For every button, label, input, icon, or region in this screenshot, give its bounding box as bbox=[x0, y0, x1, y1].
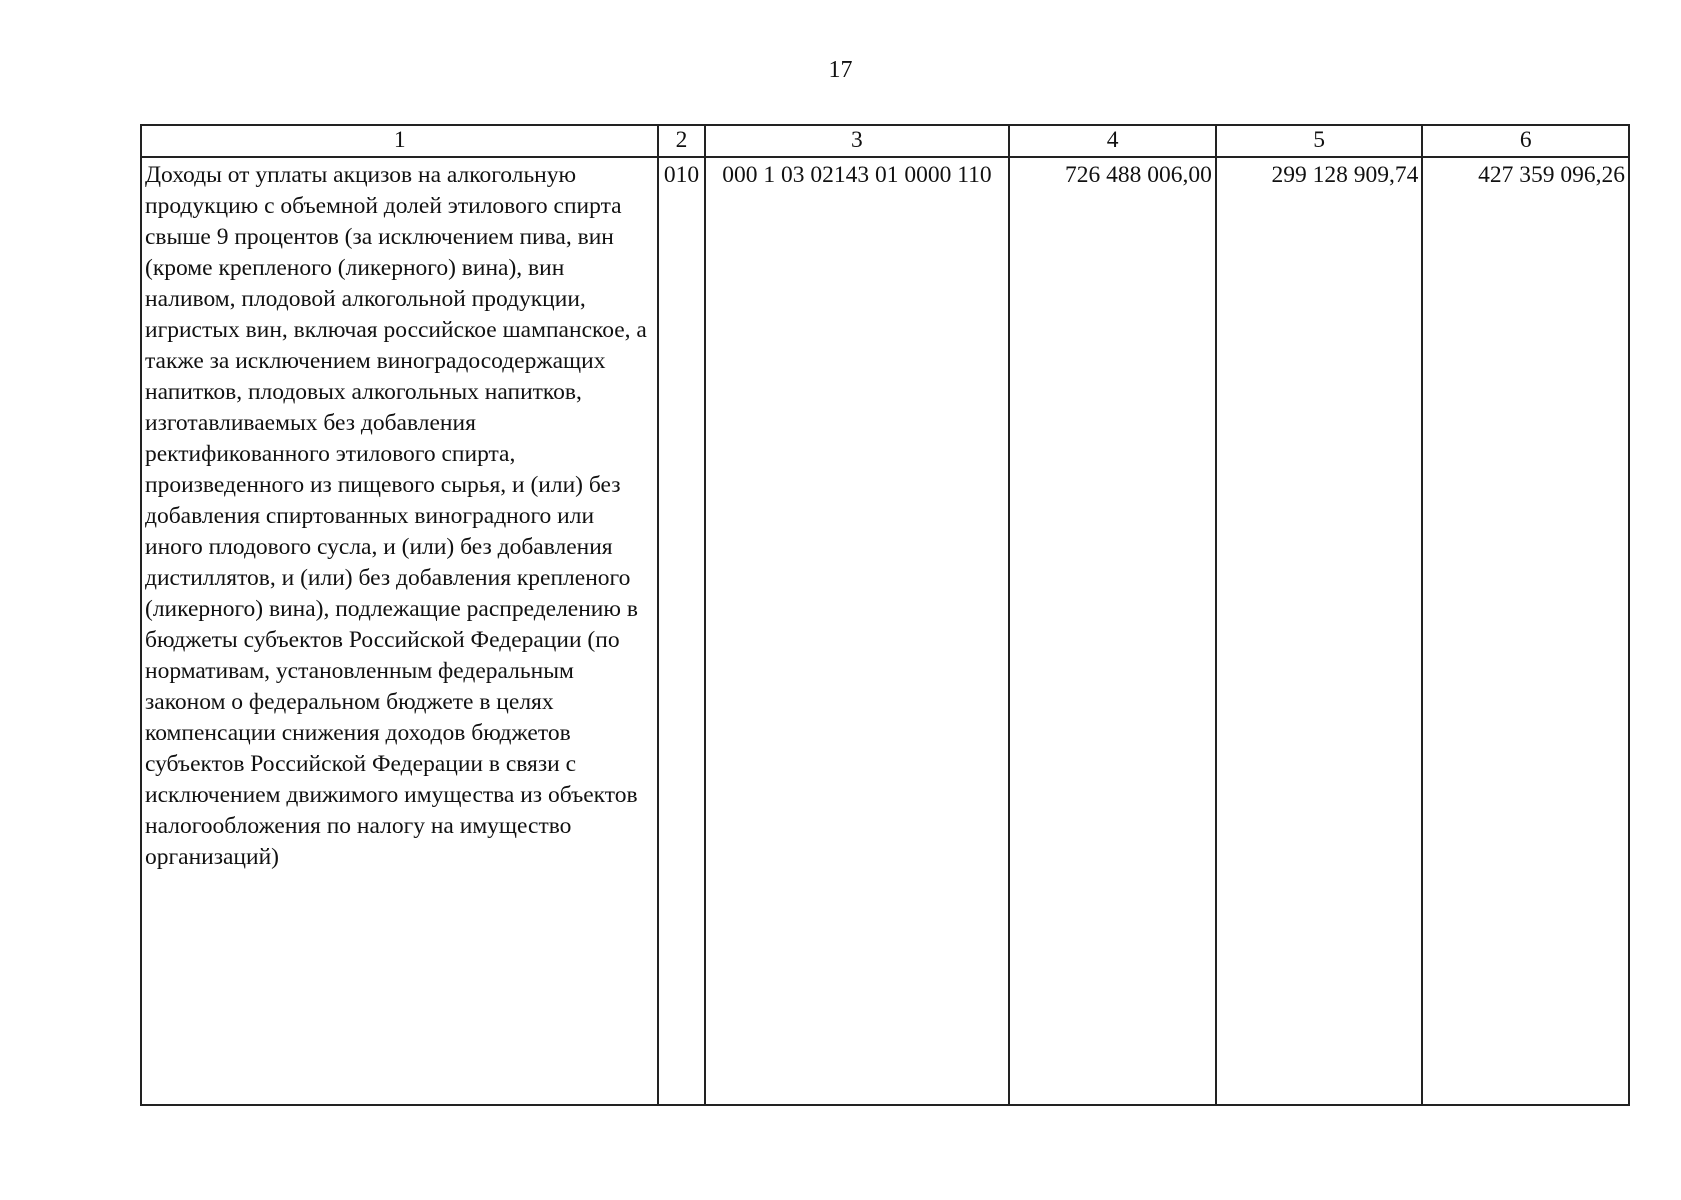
table-row bbox=[141, 157, 1629, 1105]
approved-amount: 726 488 006,00 bbox=[1009, 157, 1216, 1105]
column-number-row bbox=[141, 125, 1629, 157]
column-header-6: 6 bbox=[1422, 125, 1629, 157]
column-header-5: 5 bbox=[1216, 125, 1423, 157]
column-header-2: 2 bbox=[658, 125, 704, 157]
column-header-3: 3 bbox=[705, 125, 1010, 157]
executed-amount: 299 128 909,74 bbox=[1216, 157, 1423, 1105]
unexecuted-amount: 427 359 096,26 bbox=[1422, 157, 1629, 1105]
line-code: 010 bbox=[658, 157, 704, 1105]
revenue-table bbox=[140, 124, 1630, 1106]
budget-classification-code: 000 1 03 02143 01 0000 110 bbox=[705, 157, 1010, 1105]
revenue-description: Доходы от уплаты акцизов на алкогольную продукцию с объемной долей этилового спирта свыше 9 процентов (за исключением пива, вин (кроме крепленого (ликерного) вина), вин наливом, плодовой алкогольной продукции, игристых вин, включая российское шампанское, а также за исключением виноградосодержащих напитков, плодовых алкогольных напитков, изготавливаемых без добавления ректификованного этилового спирта, произведенного из пищевого сырья, и (или) без добавления спиртованных виноградного или иного плодового сусла, и (или) без добавления дистиллятов, и (или) без добавления крепленого (ликерного) вина), подлежащие распределению в бюджеты субъектов Российской Федерации (по нормативам, установленным федеральным законом о федеральном бюджете в целях компенсации снижения доходов бюджетов субъектов Российской Федерации в связи с исключением движимого имущества из объектов налогообложения по налогу на имущество организаций) bbox=[141, 157, 658, 1105]
column-header-1: 1 bbox=[141, 125, 658, 157]
page-number: 17 bbox=[828, 57, 853, 83]
column-header-4: 4 bbox=[1009, 125, 1216, 157]
